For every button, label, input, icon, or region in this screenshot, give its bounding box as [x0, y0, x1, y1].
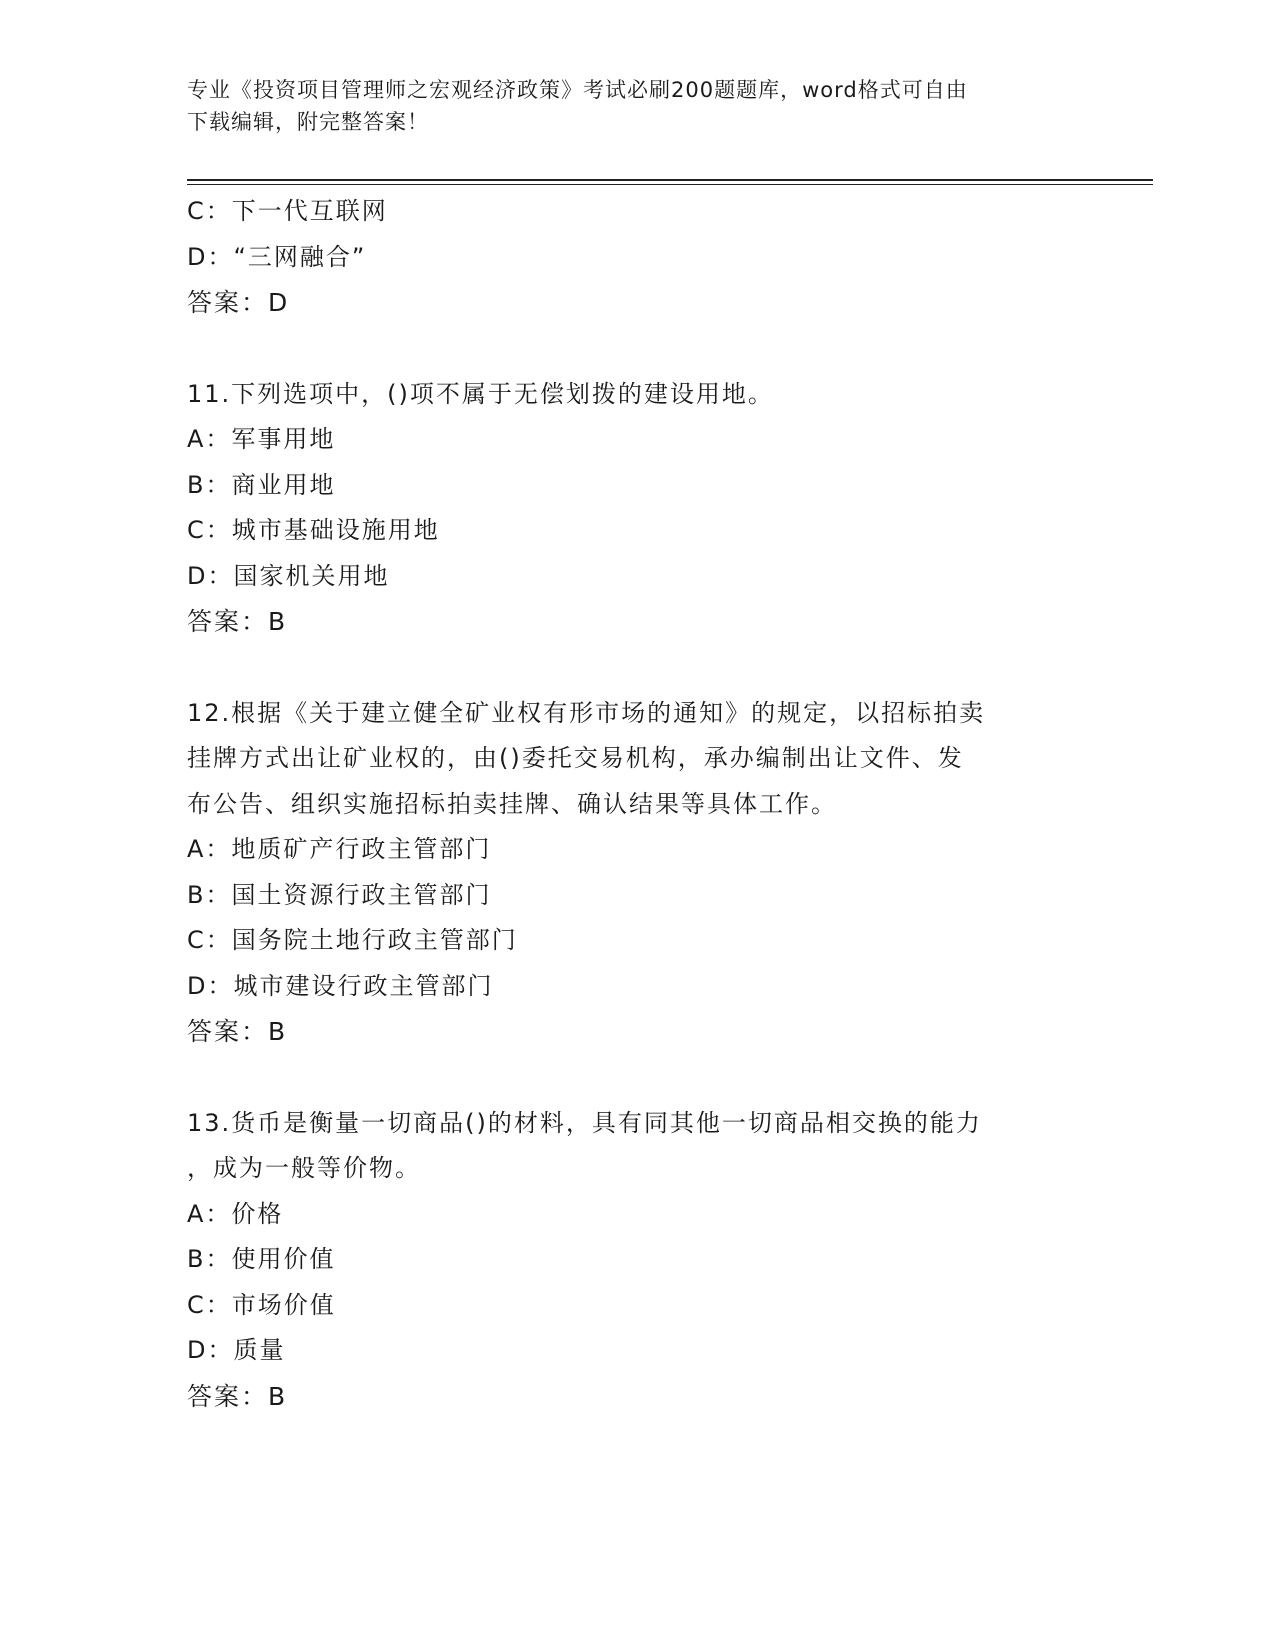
option-c: C：城市基础设施用地 — [187, 516, 440, 544]
option-d: D：质量 — [187, 1336, 286, 1364]
option-d: D：“三网融合” — [187, 242, 367, 271]
option-a: A：地质矿产行政主管部门 — [187, 835, 492, 863]
answer: 答案：D — [187, 288, 290, 317]
header-rule-thin — [187, 184, 1153, 185]
question-stem: 13.货币是衡量一切商品()的材料，具有同其他一切商品相交换的能力 — [187, 1108, 982, 1137]
option-a: A：军事用地 — [187, 425, 336, 453]
header-rule-thick — [187, 179, 1153, 181]
header-line-1: 专业《投资项目管理师之宏观经济政策》考试必刷200题题库，word格式可自由 — [187, 78, 968, 102]
header-line-2: 下载编辑，附完整答案！ — [187, 110, 429, 134]
question-stem: 挂牌方式出让矿业权的，由()委托交易机构，承办编制出让文件、发 — [187, 744, 964, 772]
question-stem: 12.根据《关于建立健全矿业权有形市场的通知》的规定，以招标拍卖 — [187, 698, 986, 727]
option-d: D：城市建设行政主管部门 — [187, 971, 494, 1000]
question-13 — [187, 1101, 1087, 1420]
option-b: B：使用价值 — [187, 1245, 336, 1273]
question-11 — [187, 372, 1087, 645]
option-b: B：国土资源行政主管部门 — [187, 880, 492, 909]
option-a: A：价格 — [187, 1199, 284, 1228]
question-12 — [187, 691, 1087, 1055]
question-stem: 布公告、组织实施招标拍卖挂牌、确认结果等具体工作。 — [187, 789, 837, 818]
option-c: C：下一代互联网 — [187, 197, 388, 225]
document-header — [187, 74, 1067, 138]
question-stem: ，成为一般等价物。 — [187, 1154, 421, 1182]
question-stem: 11.下列选项中，()项不属于无偿划拨的建设用地。 — [187, 379, 774, 408]
answer: 答案：B — [187, 1381, 288, 1411]
option-c: C：市场价值 — [187, 1290, 336, 1319]
previous-question-tail — [187, 189, 1087, 326]
question-content — [187, 189, 1087, 1419]
answer: 答案：B — [187, 1017, 288, 1046]
option-b: B：商业用地 — [187, 470, 336, 499]
answer: 答案：B — [187, 607, 288, 636]
option-c: C：国务院土地行政主管部门 — [187, 926, 518, 954]
option-d: D：国家机关用地 — [187, 561, 390, 590]
